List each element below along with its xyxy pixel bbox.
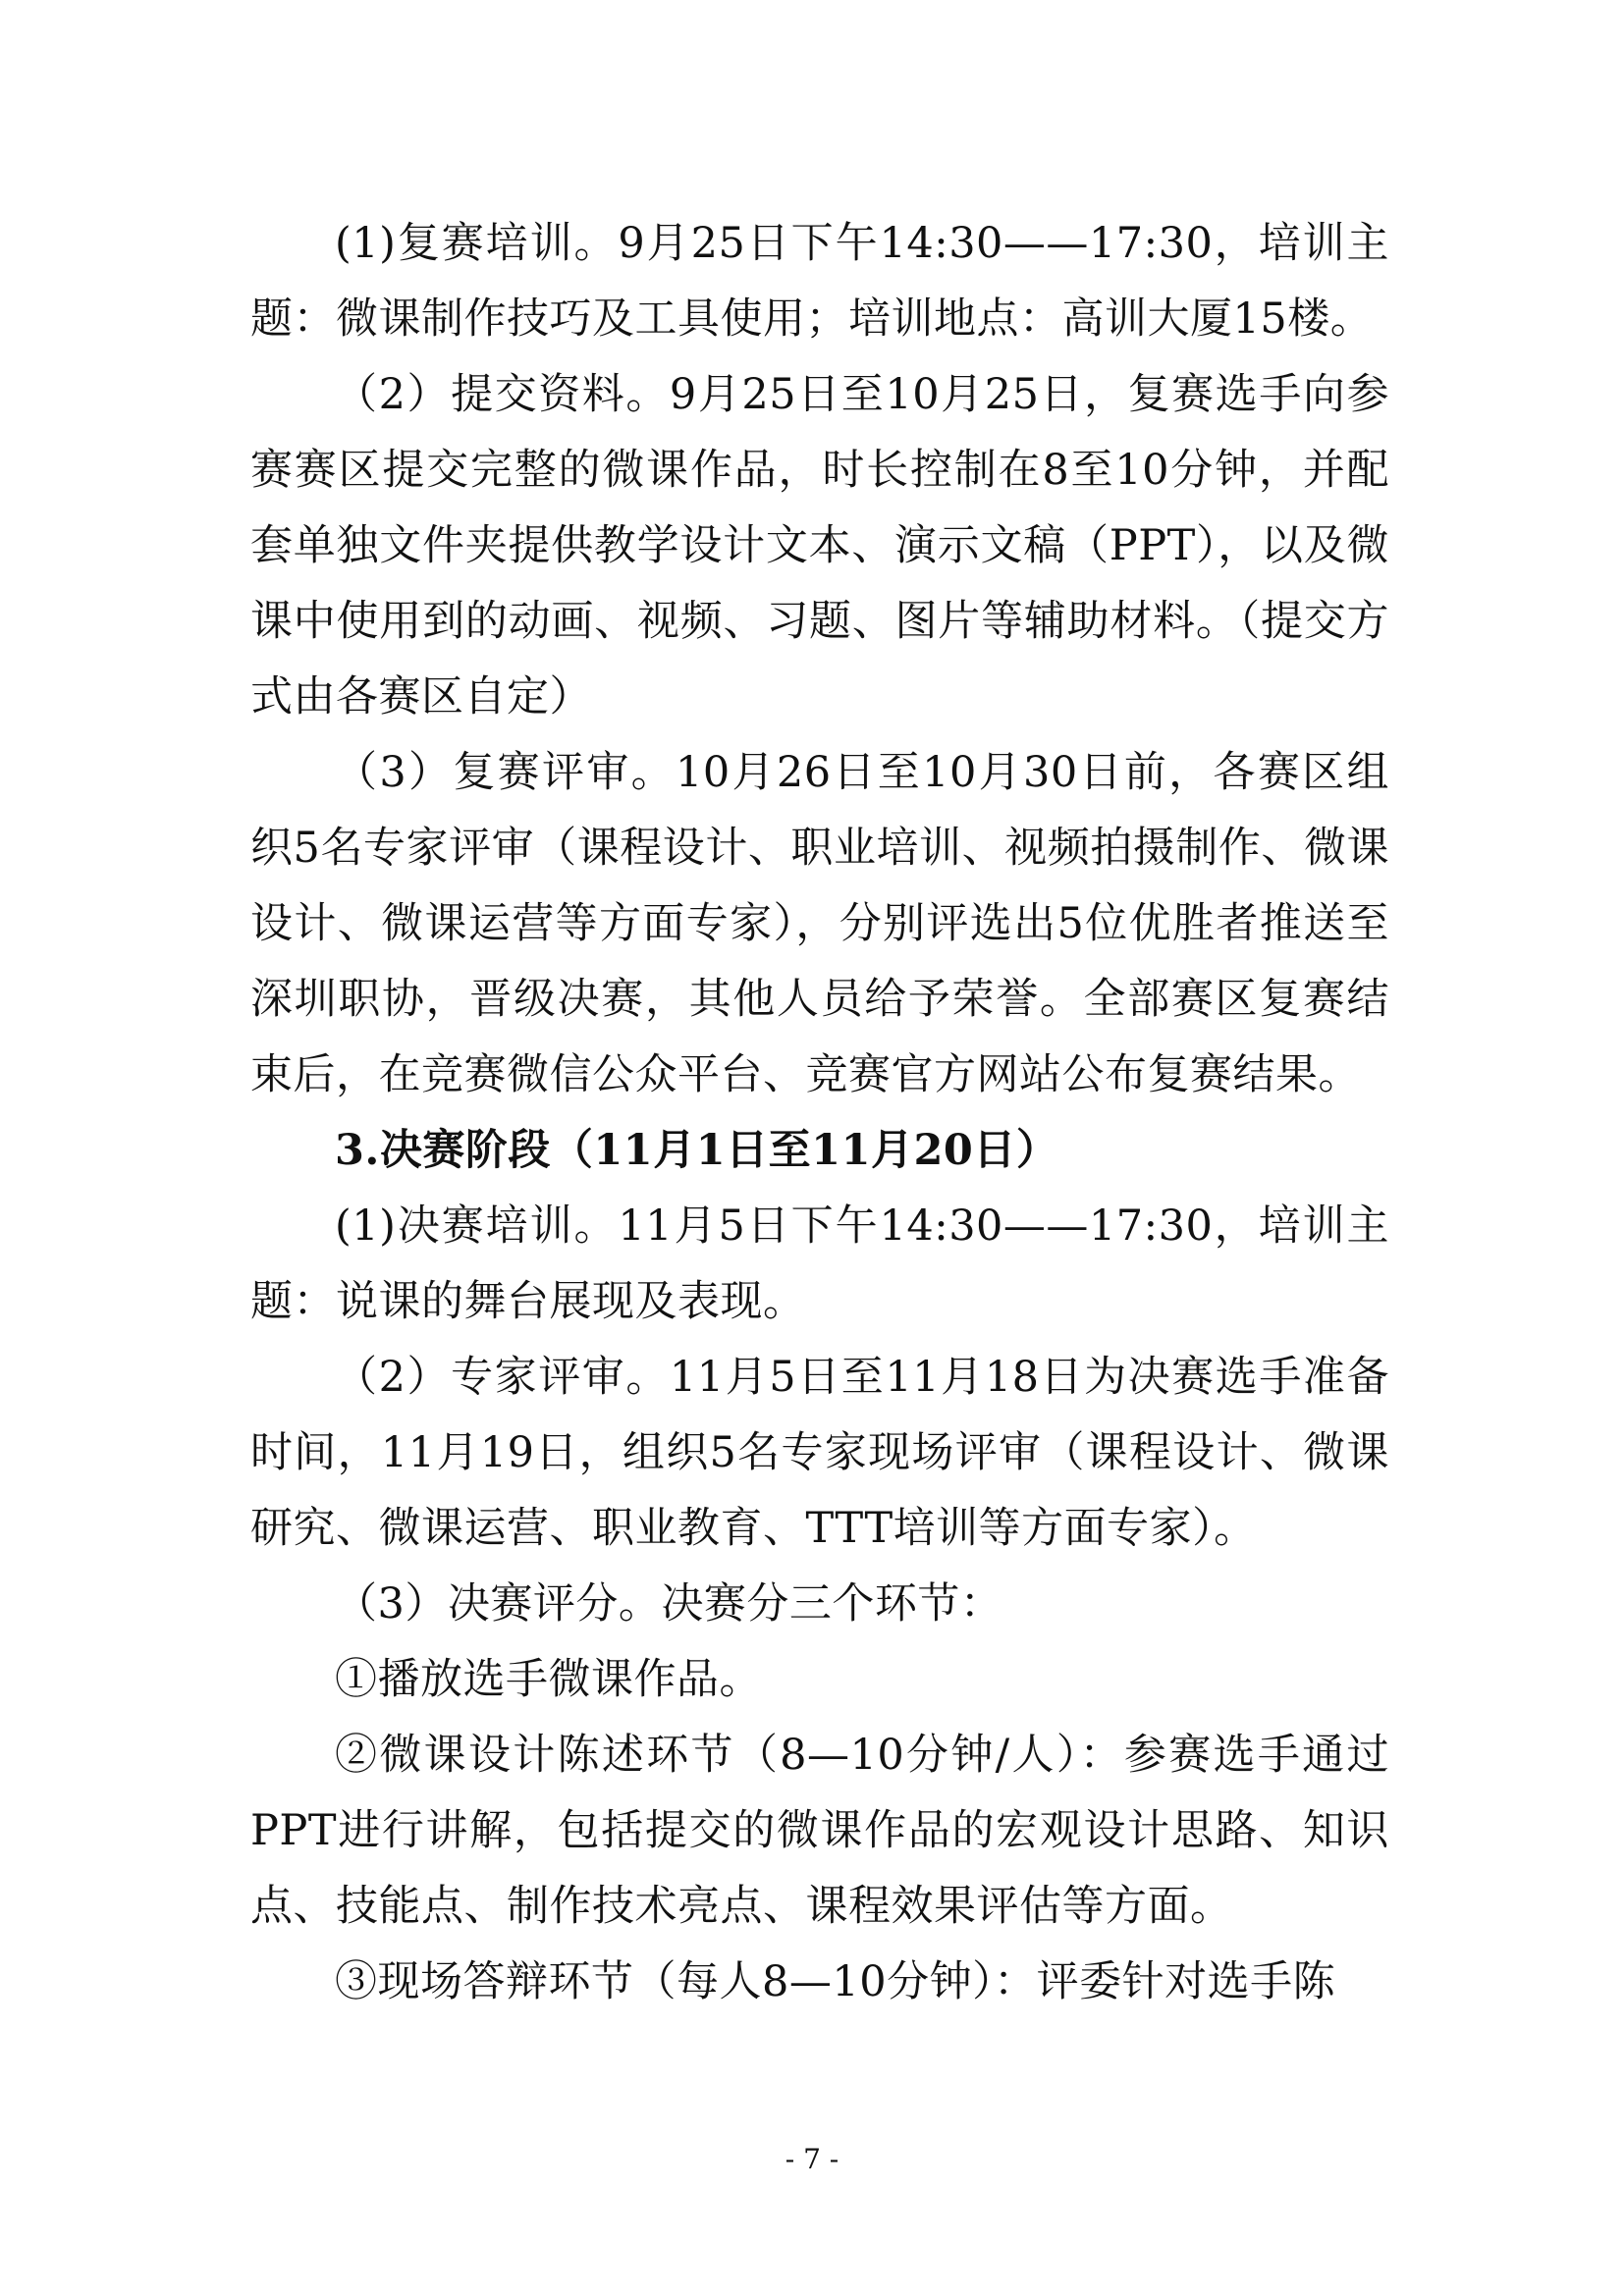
paragraph-final-scoring: （3）决赛评分。决赛分三个环节： <box>335 1579 1003 1629</box>
paragraph-submit-materials: （2）提交资料。9月25日至10月25日，复赛选手向参赛赛区提交完整的微课作品，时长控制在8至10分钟，并配套单独文件夹提供教学设计文本、演示文稿（PPT），以及微课中使用到的动画、视频、习题、图片等辅助材料。（提交方式由各赛区自定） <box>250 370 1389 721</box>
section-heading-final-stage: 3.决赛阶段（11月1日至11月20日） <box>335 1126 1059 1175</box>
paragraph-semifinal-training: (1)复赛培训。9月25日下午14:30——17:30，培训主题：微课制作技巧及工具使用；培训地点：高训大厦15楼。 <box>250 219 1389 344</box>
list-item-play-works: ①播放选手微课作品。 <box>335 1655 762 1704</box>
paragraph-expert-review: （2）专家评审。11月5日至11月18日为决赛选手准备时间，11月19日，组织5名专家现场评审（课程设计、微课研究、微课运营、职业教育、TTT培训等方面专家）。 <box>250 1353 1389 1553</box>
paragraph-semifinal-review: （3）复赛评审。10月26日至10月30日前，各赛区组织5名专家评审（课程设计、职业培训、视频拍摄制作、微课设计、微课运营等方面专家），分别评选出5位优胜者推送至深圳职协，晋级决赛，其他人员给予荣誉。全部赛区复赛结束后，在竞赛微信公众平台、竞赛官方网站公布复赛结果。 <box>250 748 1389 1099</box>
list-item-on-site-defense: ③现场答辩环节（每人8—10分钟）：评委针对选手陈 <box>335 1957 1336 2006</box>
document-body <box>250 206 1389 2020</box>
page-number: - 7 - <box>785 2143 839 2175</box>
list-item-design-presentation: ②微课设计陈述环节（8—10分钟/人）：参赛选手通过PPT进行讲解，包括提交的微课作品的宏观设计思路、知识点、技能点、制作技术亮点、课程效果评估等方面。 <box>250 1731 1389 1931</box>
paragraph-final-training: (1)决赛培训。11月5日下午14:30——17:30，培训主题：说课的舞台展现及表现。 <box>250 1201 1389 1326</box>
